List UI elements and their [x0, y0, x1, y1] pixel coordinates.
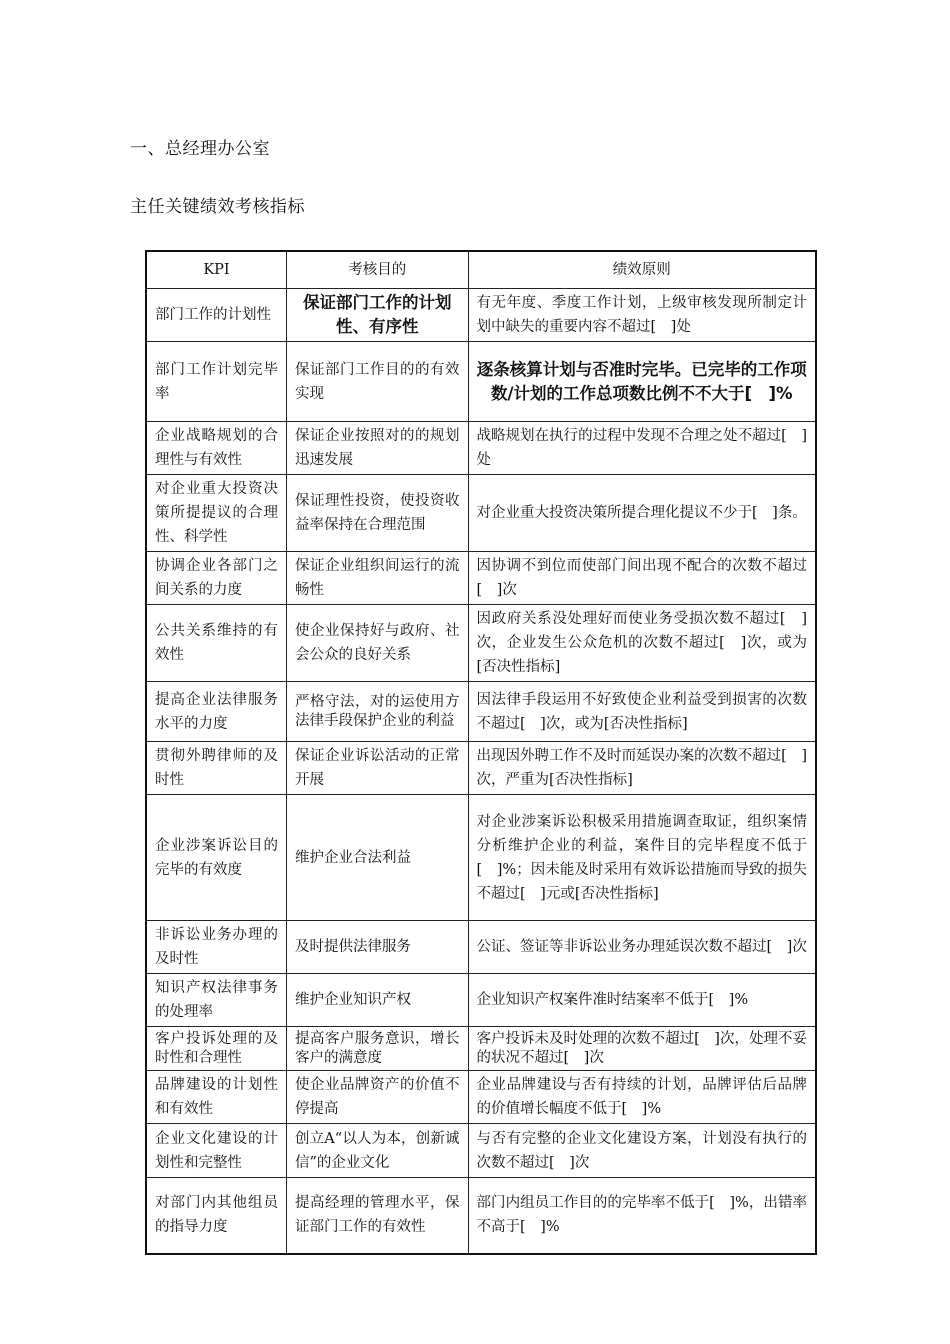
table-subtitle: 主任关键绩效考核指标 [130, 197, 305, 217]
purpose-cell: 保证企业按照对的的规划迅速发展 [286, 422, 468, 475]
purpose-cell: 及时提供法律服务 [286, 921, 468, 974]
kpi-cell: 企业文化建设的计划性和完整性 [146, 1124, 286, 1178]
table-row [146, 605, 816, 682]
principle-cell: 企业知识产权案件准时结案率不低于[ ]% [468, 974, 816, 1027]
table-row [146, 974, 816, 1027]
principle-cell: 企业品牌建设与否有持续的计划，品牌评估后品牌的价值增长幅度不低于[ ]% [468, 1071, 816, 1124]
kpi-cell: 贯彻外聘律师的及时性 [146, 742, 286, 795]
purpose-cell: 提高客户服务意识，增长客户的满意度 [286, 1027, 468, 1071]
header-kpi: KPI [146, 251, 286, 289]
principle-cell: 战略规划在执行的过程中发现不合理之处不超过[ ]处 [468, 422, 816, 475]
principle-cell: 因协调不到位而使部门间出现不配合的次数不超过[ ]次 [468, 552, 816, 605]
principle-cell: 客户投诉未及时处理的次数不超过[ ]次，处理不妥的状况不超过[ ]次 [468, 1027, 816, 1071]
kpi-cell: 对企业重大投资决策所提提议的合理性、科学性 [146, 475, 286, 552]
header-principle: 绩效原则 [468, 251, 816, 289]
purpose-cell: 保证企业组织间运行的流畅性 [286, 552, 468, 605]
section-heading: 一、总经理办公室 [130, 139, 270, 159]
kpi-cell: 企业战略规划的合理性与有效性 [146, 422, 286, 475]
kpi-table [145, 250, 817, 1255]
principle-cell: 对企业涉案诉讼积极采用措施调查取证，组织案情分析维护企业的利益，案件目的完毕程度不低于[ ]%；因未能及时采用有效诉讼措施而导致的损失不超过[ ]元或[否决性指标] [468, 795, 816, 921]
kpi-cell: 客户投诉处理的及时性和合理性 [146, 1027, 286, 1071]
table-row [146, 1178, 816, 1254]
table-row [146, 1124, 816, 1178]
purpose-cell: 维护企业合法利益 [286, 795, 468, 921]
kpi-cell: 部门工作的计划性 [146, 289, 286, 342]
purpose-cell: 保证部门工作的计划性、有序性 [286, 289, 468, 342]
principle-cell: 因政府关系没处理好而使业务受损次数不超过[ ]次，企业发生公众危机的次数不超过[ ]次，或为[否决性指标] [468, 605, 816, 682]
kpi-cell: 企业涉案诉讼目的完毕的有效度 [146, 795, 286, 921]
table-row [146, 1071, 816, 1124]
kpi-cell: 提高企业法律服务水平的力度 [146, 682, 286, 742]
principle-cell: 对企业重大投资决策所提合理化提议不少于[ ]条。 [468, 475, 816, 552]
table-row [146, 1027, 816, 1071]
purpose-cell: 保证部门工作目的的有效实现 [286, 342, 468, 422]
purpose-cell: 使企业保持好与政府、社会公众的良好关系 [286, 605, 468, 682]
purpose-cell: 使企业品牌资产的价值不停提高 [286, 1071, 468, 1124]
principle-cell: 逐条核算计划与否准时完毕。已完毕的工作项数/计划的工作总项数比例不不大于[ ]% [468, 342, 816, 422]
kpi-cell: 非诉讼业务办理的及时性 [146, 921, 286, 974]
principle-cell: 出现因外聘工作不及时而延误办案的次数不超过[ ]次，严重为[否决性指标] [468, 742, 816, 795]
kpi-cell: 公共关系维持的有效性 [146, 605, 286, 682]
table-row [146, 289, 816, 342]
table-row [146, 422, 816, 475]
principle-cell: 有无年度、季度工作计划，上级审核发现所制定计划中缺失的重要内容不超过[ ]处 [468, 289, 816, 342]
purpose-cell: 提高经理的管理水平，保证部门工作的有效性 [286, 1178, 468, 1254]
table-row [146, 342, 816, 422]
table-row [146, 682, 816, 742]
table-row [146, 475, 816, 552]
purpose-cell: 保证企业诉讼活动的正常开展 [286, 742, 468, 795]
principle-cell: 公证、签证等非诉讼业务办理延误次数不超过[ ]次 [468, 921, 816, 974]
kpi-cell: 部门工作计划完毕率 [146, 342, 286, 422]
principle-cell: 部门内组员工作目的的完毕率不低于[ ]%，出错率不高于[ ]% [468, 1178, 816, 1254]
table-row [146, 921, 816, 974]
table-row [146, 795, 816, 921]
kpi-cell: 品牌建设的计划性和有效性 [146, 1071, 286, 1124]
table-row [146, 742, 816, 795]
kpi-cell: 知识产权法律事务的处理率 [146, 974, 286, 1027]
principle-cell: 与否有完整的企业文化建设方案，计划没有执行的次数不超过[ ]次 [468, 1124, 816, 1178]
purpose-cell: 创立A“以人为本，创新诚信”的企业文化 [286, 1124, 468, 1178]
kpi-cell: 协调企业各部门之间关系的力度 [146, 552, 286, 605]
principle-cell: 因法律手段运用不好致使企业利益受到损害的次数不超过[ ]次，或为[否决性指标] [468, 682, 816, 742]
purpose-cell: 保证理性投资，使投资收益率保持在合理范围 [286, 475, 468, 552]
kpi-cell: 对部门内其他组员的指导力度 [146, 1178, 286, 1254]
purpose-cell: 维护企业知识产权 [286, 974, 468, 1027]
purpose-cell: 严格守法，对的运使用方法律手段保护企业的利益 [286, 682, 468, 742]
table-header-row [146, 251, 816, 289]
header-purpose: 考核目的 [286, 251, 468, 289]
table-row [146, 552, 816, 605]
